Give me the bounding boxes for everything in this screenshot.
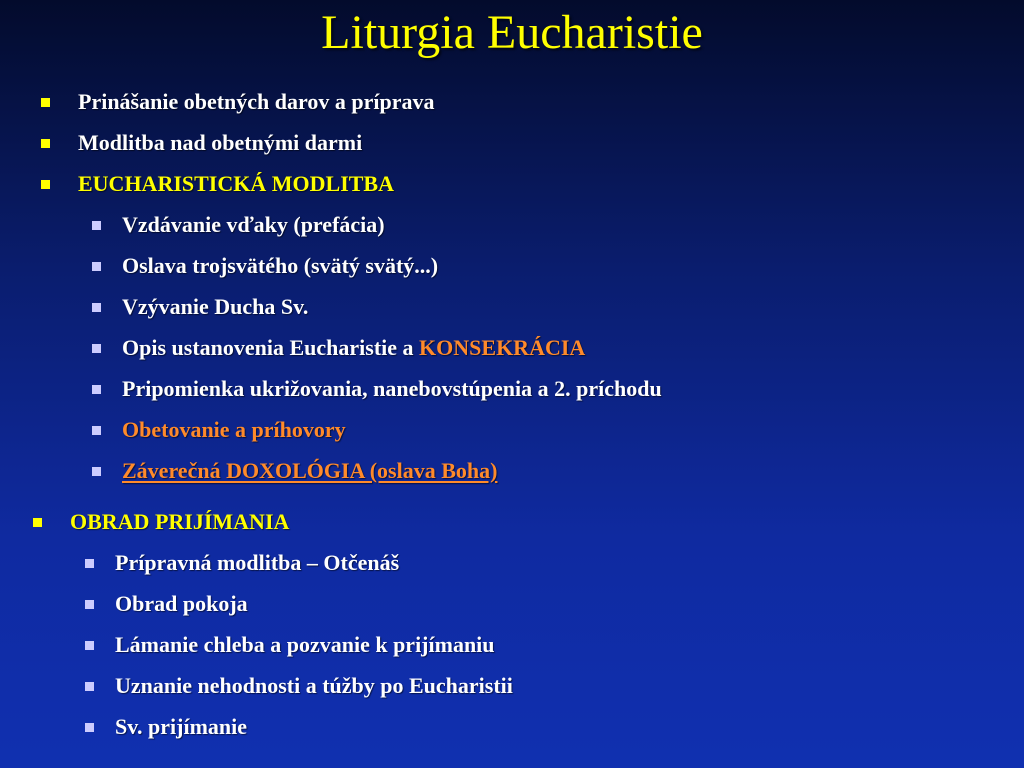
sub-list-item: Lámanie chleba a pozvanie k prijímaniu (115, 632, 495, 657)
sub-bullet-square-icon (85, 682, 94, 691)
bullet-square-icon (33, 518, 42, 527)
sub-list-item: Vzývanie Ducha Sv. (122, 294, 309, 319)
bullet-square-icon (41, 139, 50, 148)
sub-list-item: Obetovanie a príhovory (122, 417, 346, 442)
sub-bullet-square-icon (85, 600, 94, 609)
sub-list-item: Oslava trojsvätého (svätý svätý...) (122, 253, 439, 278)
sub-bullet-square-icon (92, 262, 101, 271)
sub-bullet-square-icon (92, 344, 101, 353)
bullet-square-icon (41, 98, 50, 107)
list-item-heading: OBRAD PRIJÍMANIA (70, 509, 290, 534)
sub-list-item: Obrad pokoja (115, 591, 248, 616)
sub-bullet-square-icon (92, 303, 101, 312)
sub-list-item-text: Opis ustanovenia Eucharistie a (122, 335, 420, 360)
sub-list-item: Sv. prijímanie (115, 714, 248, 739)
highlight-text: KONSEKRÁCIA (419, 335, 586, 360)
list-item: Prinášanie obetných darov a príprava (78, 89, 435, 114)
sub-bullet-square-icon (92, 385, 101, 394)
list-item-heading: EUCHARISTICKÁ MODLITBA (78, 171, 394, 196)
sub-bullet-square-icon (92, 426, 101, 435)
sub-bullet-square-icon (85, 641, 94, 650)
bullet-square-icon (41, 180, 50, 189)
list-item: Modlitba nad obetnými darmi (78, 130, 363, 155)
sub-list-item (122, 333, 585, 363)
sub-list-item: Pripomienka ukrižovania, nanebovstúpenia a 2. príchodu (122, 376, 662, 401)
sub-list-item-link[interactable]: Záverečná DOXOLÓGIA (oslava Boha) (122, 458, 498, 483)
sub-bullet-square-icon (85, 723, 94, 732)
sub-list-item: Prípravná modlitba – Otčenáš (115, 550, 400, 575)
slide-title: Liturgia Eucharistie (321, 6, 703, 59)
sub-bullet-square-icon (92, 467, 101, 476)
sub-bullet-square-icon (92, 221, 101, 230)
sub-list-item: Vzdávanie vďaky (prefácia) (122, 212, 385, 237)
sub-bullet-square-icon (85, 559, 94, 568)
sub-list-item: Uznanie nehodnosti a túžby po Eucharistii (115, 673, 513, 698)
